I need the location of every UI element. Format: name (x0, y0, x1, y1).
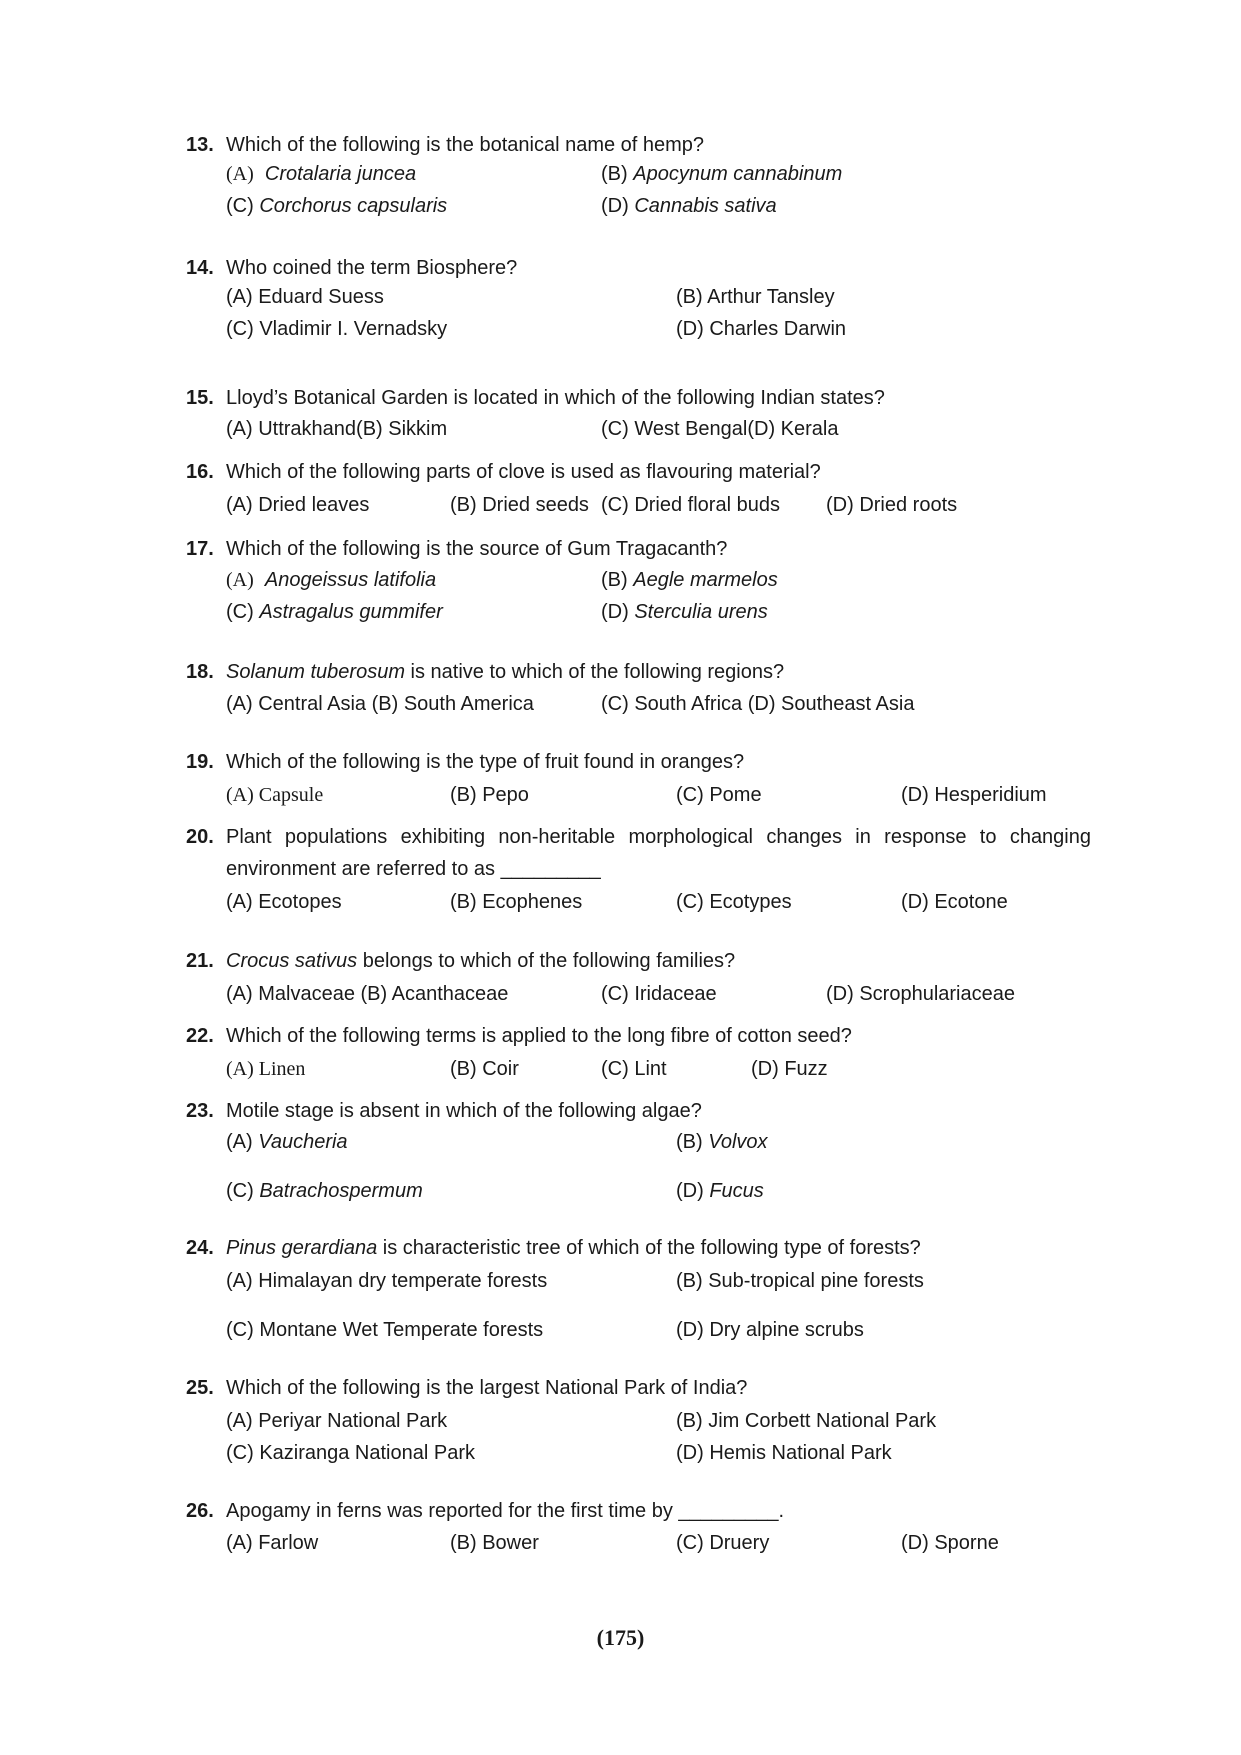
option: (B) Bower (450, 1532, 539, 1554)
question-number: 22. (186, 1025, 214, 1047)
option: (D) Scrophulariaceae (826, 983, 1015, 1005)
option: (C) Vladimir I. Vernadsky (226, 318, 448, 340)
question-text: Which of the following terms is applied to the long fibre of cotton seed? (226, 1025, 852, 1047)
option: (A) Malvaceae (B) Acanthaceae (226, 983, 509, 1005)
option-text: Astragalus gummifer (259, 601, 443, 623)
question-text: Which of the following parts of clove is used as flavouring material? (226, 461, 821, 483)
question-number: 18. (186, 661, 214, 683)
option-text: Apocynum cannabinum (633, 163, 843, 185)
option-text: Fucus (709, 1180, 764, 1202)
question-number: 26. (186, 1500, 214, 1522)
option-label: (D) (676, 1180, 704, 1202)
option-text: Anogeissus latifolia (264, 569, 437, 591)
option: (A) Dried leaves (226, 494, 370, 516)
option: (A) Uttrakhand(B) Sikkim (226, 418, 448, 440)
question-number: 19. (186, 751, 214, 773)
option: (C) Druery (676, 1532, 770, 1554)
question-text: Crocus sativus belongs to which of the following families? (226, 950, 736, 972)
question-text: Who coined the term Biosphere? (226, 257, 518, 279)
option-text: Aegle marmelos (633, 569, 778, 591)
option-text: Crotalaria juncea (264, 163, 417, 185)
option: (C) Ecotypes (676, 891, 792, 913)
option: (B) Sub-tropical pine forests (676, 1270, 924, 1292)
option: (C) Pome (676, 784, 762, 806)
question-text: Plant populations exhibiting non-heritable morphological changes in response to changing (226, 826, 1091, 848)
species-name: Crocus sativus (226, 950, 358, 972)
question-number: 21. (186, 950, 214, 972)
option: (C) Lint (601, 1058, 667, 1080)
option: (C) South Africa (D) Southeast Asia (601, 693, 915, 715)
option: (A) Periyar National Park (226, 1410, 448, 1432)
option-text: Vaucheria (258, 1131, 348, 1153)
question-text: Solanum tuberosum is native to which of the following regions? (226, 661, 785, 683)
option: (C) West Bengal(D) Kerala (601, 418, 839, 440)
question-number: 24. (186, 1237, 214, 1259)
question-number: 25. (186, 1377, 214, 1399)
question-text-continued: environment are referred to as _________ (226, 858, 601, 880)
option: (D) Sporne (901, 1532, 999, 1554)
question-text: Apogamy in ferns was reported for the first time by _________. (226, 1500, 785, 1522)
species-name: Pinus gerardiana (226, 1237, 378, 1259)
option: (A) Himalayan dry temperate forests (226, 1270, 548, 1292)
option: (A) Ecotopes (226, 891, 342, 913)
option: (D) Dried roots (826, 494, 958, 516)
option: (D) Hesperidium (901, 784, 1047, 806)
option-label: (B) (676, 1131, 703, 1153)
option: (D) Charles Darwin (676, 318, 847, 340)
option: (D) Dry alpine scrubs (676, 1319, 864, 1341)
option: (A) Linen (226, 1058, 306, 1080)
question-number: 17. (186, 538, 214, 560)
option-text: Batrachospermum (259, 1180, 423, 1202)
option-label: (C) (226, 601, 254, 623)
option-label: (C) (226, 1180, 254, 1202)
option: (C) Montane Wet Temperate forests (226, 1319, 544, 1341)
option: (B) Jim Corbett National Park (676, 1410, 937, 1432)
question-text: Which of the following is the type of fruit found in oranges? (226, 751, 745, 773)
question-text: Which of the following is the largest National Park of India? (226, 1377, 748, 1399)
question-number: 16. (186, 461, 214, 483)
option-label: (B) (601, 569, 628, 591)
option-label: (C) (226, 195, 254, 217)
option-text: Sterculia urens (634, 601, 768, 623)
option: (B) Pepo (450, 784, 529, 806)
option-text: Corchorus capsularis (259, 195, 448, 217)
option: (B) Ecophenes (450, 891, 583, 913)
option-text: Cannabis sativa (634, 195, 777, 217)
page-number: (175) (596, 1625, 645, 1650)
option: (D) Hemis National Park (676, 1442, 892, 1464)
question-text: Motile stage is absent in which of the following algae? (226, 1100, 702, 1122)
question-number: 15. (186, 387, 214, 409)
species-name: Solanum tuberosum (226, 661, 405, 683)
question-number: 13. (186, 134, 214, 156)
question-text: Pinus gerardiana is characteristic tree of which of the following type of forests? (226, 1237, 921, 1259)
option: (A) Capsule (226, 784, 324, 806)
option-label: (A) (226, 1131, 253, 1153)
option: (A) Eduard Suess (226, 286, 384, 308)
question-text: Which of the following is the botanical name of hemp? (226, 134, 705, 156)
option: (C) Kaziranga National Park (226, 1442, 475, 1464)
option: (B) Arthur Tansley (676, 286, 835, 308)
option-label: (A) (226, 163, 254, 185)
option: (B) Dried seeds (450, 494, 589, 516)
option: (C) Dried floral buds (601, 494, 780, 516)
question-number: 23. (186, 1100, 214, 1122)
option-label: (A) (226, 569, 254, 591)
question-number: 20. (186, 826, 214, 848)
question-number: 14. (186, 257, 214, 279)
option: (A) Farlow (226, 1532, 319, 1554)
option: (C) Iridaceae (601, 983, 717, 1005)
question-text: Lloyd’s Botanical Garden is located in which of the following Indian states? (226, 387, 885, 409)
option: (A) Central Asia (B) South America (226, 693, 534, 715)
option-label: (D) (601, 195, 629, 217)
question-text: Which of the following is the source of Gum Tragacanth? (226, 538, 728, 560)
option: (D) Fuzz (751, 1058, 828, 1080)
option-text: Volvox (708, 1131, 768, 1153)
option-label: (B) (601, 163, 628, 185)
option: (D) Ecotone (901, 891, 1008, 913)
option: (B) Coir (450, 1058, 519, 1080)
option-label: (D) (601, 601, 629, 623)
